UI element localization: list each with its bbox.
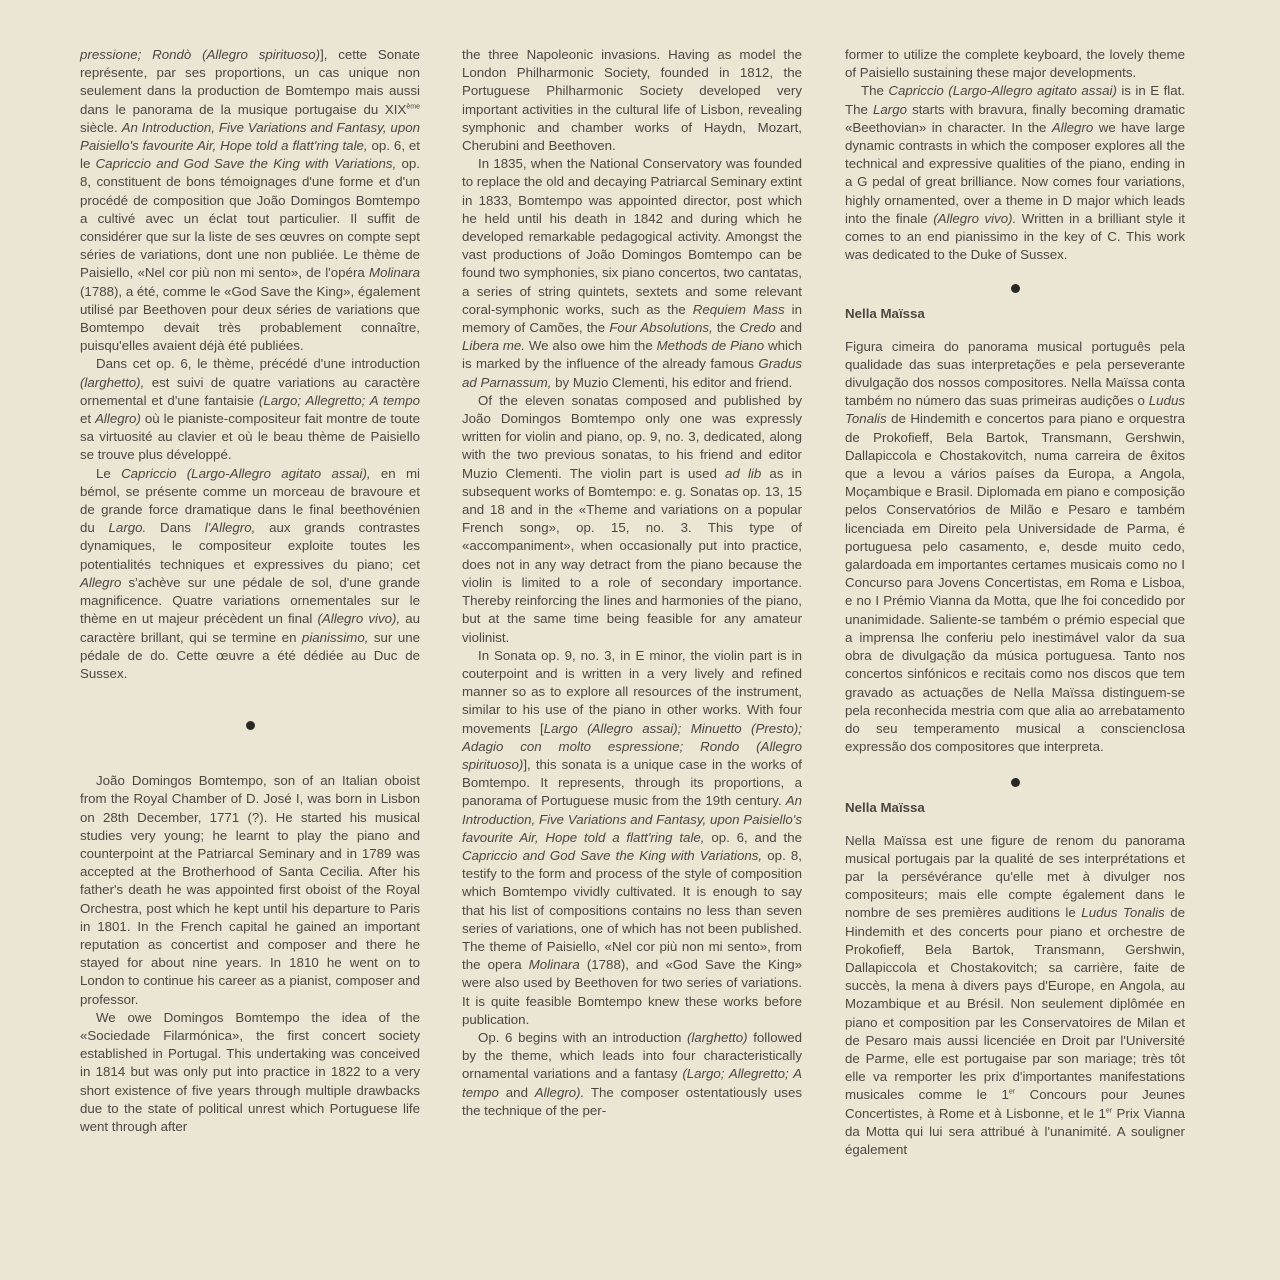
heading-nella-maissa-fr: Nella Maïssa	[845, 800, 925, 816]
paragraph-en-society: We owe Domingos Bomtempo the idea of the «Sociedade Filarmónica», the first concert society established in Portugal. This undertaking was conceived in 1814 but was only put into practice in 1822 to a very short existence of five years through multiple drawbacks due to the state of political unrest which Portuguese life went through after	[80, 1009, 420, 1134]
paragraph-en-op9: In Sonata op. 9, no. 3, in E minor, the violin part is in couterpoint and is written in a very lively and refined manner so as to explore all resources of the instrument, similar to his use of the piano in other works. With four movements [Largo (Allegro assai); Minuetto (Presto); Adagio con molto espressione; Rondo (Allegro spirituoso)], this sonata is a unique case in the works of Bomtempo. It represents, through its proportions, a panorama of Portuguese music from the 19th century. An Introduction, Five Variations and Fantasy, upon Paisiello's favourite Air, Hope told a flatt'ring tale, op. 6, and the Capriccio and God Save the King with Variations, op. 8, testify to the form and process of the style of composition which Bomtempo vividly cultivated. It is enough to say that his list of compositions contains no less than seven series of variations, one of which has not been published. The theme of Paisiello, «Nel cor più non mi sento», from the opera Molinara (1788), and «God Save the King» were also used by Beethoven for two series of variations. It is quite feasible Bomtempo knew these works before publication.	[462, 647, 803, 1027]
paragraph-en-continued: the three Napoleonic invasions. Having as model the London Philharmonic Society, founded in 1812, the Portuguese Philharmonic Society developed very important activities in the cultural life of Lisbon, revealing symphonic and chamber works of Haydn, Mozart, Cherubini and Beethoven.	[462, 47, 802, 154]
paragraph-fr-op6: Dans cet op. 6, le thème, précédé d'une introduction (larghetto), est suivi de quatre variations au caractère ornemental et d'une fantaisie (Largo; Allegretto; A tempo et Allegro) où le pianiste-compositeur fait montre de toute sa virtuosité au clavier et où le beau thème de Paisiello se trouve plus développé.	[80, 356, 420, 463]
paragraph-fr-capriccio: Le Capriccio (Largo-Allegro agitato assai), en mi bémol, se présente comme un morceau de bravoure et de grande force dramatique dans le final beethovénien du Largo. Dans l'Allegro, aux grands contrastes dynamiques, le compositeur exploite toutes les potentialités techniques et expressives du piano; cet Allegro s'achève sur une pédale de sol, d'une grande magnificence. Quatre variations ornementales sur le thème en ut majeur précèdent un final (Allegro vivo), au caractère brillant, qui se termine en pianissimo, sur une pédale de do. Cette œuvre a été dédiée au Duc de Sussex.	[80, 465, 421, 681]
paragraph-fr-continued: pressione; Rondò (Allegro spirituoso)], cette Sonate représente, par ses proportions, un cas unique non seulement dans la production de Bomtempo mais aussi dans le panorama de la musique portugaise du XIXème siècle. An Introduction, Five Variations and Fantasy, upon Paisiello's favourite Air, Hope told a flatt'ring tale, op. 6, et le Capriccio and God Save the King with Variations, op. 8, constituent de bons témoignages d'une forme et d'un procédé de composition que João Domingos Bomtempo a cultivé avec un éclat tout particulier. Il suffit de considérer que sur la liste de ses œuvres on compte sept séries de variations, dont une non publiée. Le thème de Paisiello, «Nel cor più non mi sento», de l'opéra Molinara (1788), a été, comme le «God Save the King», également utilisé par Beethoven pour deux séries de variations que Bomtempo devait très probablement connaître, puisqu'elles avaient déjà été publiées.	[80, 47, 421, 354]
paragraph-en-capriccio: The Capriccio (Largo-Allegro agitato assai) is in E flat. The Largo starts with bravura, finally becoming dramatic «Beethovian» in character. In the Allegro we have large dynamic contrasts in which the composer explores all the technical and expressive qualities of the piano, ending in a G pedal of great brilliance. Now comes four variations, highly ornamented, over a theme in D major which leads into the finale (Allegro vivo). Written in a brilliant style it comes to an end pianissimo in the key of C. This work was dedicated to the Duke of Sussex.	[845, 83, 1186, 263]
section-bullet	[246, 721, 255, 730]
heading-nella-maissa-pt: Nella Maïssa	[845, 306, 925, 322]
paragraph-pt-biography: Figura cimeira do panorama musical português pela qualidade das suas interpretações e pela perseverante divulgação dos nossos compositores. Nella Maïssa conta também no número das suas primeiras audições o Ludus Tonalis de Hindemith e concertos para piano e orquestra de Prokofieff, Bela Bartok, Transmann, Gershwin, Dallapiccola e Chostakovitch, numa carreira de êxitos que a levou a vários países da Europa, a Angola, Moçambique e Brasil. Diplomada em piano e composição pelos Conservatórios de Milão e Pesaro e também licenciada em Direito pela Universidade de Parma, é portuguesa pelo casamento, e, desde muito cedo, galardoada em importantes certames musicais como no I Concurso para Jovens Concertistas, em Roma e Lisboa, e no I Prémio Vianna da Motta, que lhe foi concedido por unanimidade. Saliente-se também o prémio especial que a imprensa lhe conferiu pelo inestimável valor da sua obra de divulgação da música portuguesa. Tanto nos concertos sinfónicos e recitais como nos discos que tem gravado as actuações de Nella Maïssa distinguem-se pela reconhecida mestria com que alia ao arrebatamento do seu temperamento musical a consciencIosa expressão dos compositores que interpreta.	[845, 338, 1185, 755]
section-bullet	[1011, 778, 1020, 787]
paragraph-en-continued: former to utilize the complete keyboard, the lovely theme of Paisiello sustaining these major developments.	[845, 47, 1185, 81]
section-bullet	[1011, 284, 1020, 293]
column-2	[462, 46, 802, 1120]
paragraph-en-conservatory: In 1835, when the National Conservatory was founded to replace the old and decaying Patriarcal Seminary extint in 1833, Bomtempo was appointed director, post which he held until his death in 1842 and during which he developed remarkable pedagogical activity. Amongst the vast productions of João Domingos Bomtempo can be found two symphonies, six piano concertos, two cantatas, a series of string quintets, sextets and some relevant coral-symphonic works, such as the Requiem Mass in memory of Camões, the Four Absolutions, the Credo and Libera me. We also owe him the Methods de Piano which is marked by the influence of the already famous Gradus ad Parnassum, by Muzio Clementi, his editor and friend.	[462, 156, 803, 390]
column-3	[845, 46, 1185, 1159]
column-1	[80, 46, 420, 1136]
paragraph-en-sonatas: Of the eleven sonatas composed and published by João Domingos Bomtempo only one was expressly written for violin and piano, op. 9, no. 3, dedicated, along with the two previous sonatas, to his friend and editor Muzio Clementi. The violin part is used ad lib as in subsequent works of Bomtempo: e. g. Sonatas op. 13, 15 and 18 and in the «Theme and variations on a popular French song», op. 15, no. 3. This type of «accompaniment», when occasionally put into practice, does not in any way detract from the piano because the violin is limited to a role of secondary importance. Thereby reinforcing the lines and harmonies of the piano, but at the same time being feasible for any amateur violinist.	[462, 392, 802, 645]
paragraph-en-biography: João Domingos Bomtempo, son of an Italian oboist from the Royal Chamber of D. José I, was born in Lisbon on 28th December, 1771 (?). He started his musical studies very young; he learnt to play the piano and counterpoint at the Patriarcal Seminary and in 1789 was accepted at the Brotherhood of Santa Cecilia. After his father's death he was appointed first oboist of the Royal Orchestra, post which he kept until his departure to Paris in 1801. In the French capital he gained an important reputation as concertist and composer and there he stayed for about nine years. In 1810 he went on to London to continue his career as a pianist, composer and professor.	[80, 773, 420, 1007]
paragraph-en-op6: Op. 6 begins with an introduction (larghetto) followed by the theme, which leads into four characteristically ornamental variations and a fantasy (Largo; Allegretto; A tempo and Allegro). The composer ostentatiously uses the technique of the per-	[462, 1029, 802, 1118]
paragraph-fr-biography: Nella Maïssa est une figure de renom du panorama musical portugais par la qualité de ses interprétations et par la persévérance qu'elle met à divulger nos compositeurs; mais elle compte également dans le nombre de ses premières auditions le Ludus Tonalis de Hindemith et des concerts pour piano et orchestre de Prokofieff, Bela Bartok, Transmann, Gershwin, Dallapiccola et Chostakovitch; sa carrière, faite de succès, la mena à divers pays d'Europe, en Angola, au Mozambique et au Brésil. Non seulement diplômée en piano et composition par les Conservatoires de Milan et de Pesaro mais aussi licenciée en Droit par l'Université de Parme, elle est portugaise par son mariage; très tôt elle va remporter les prix d'importantes manifestations musicales comme le 1er Concours pour Jeunes Concertistes, à Rome et à Lisbonne, et le 1er Prix Vianna da Motta qui lui sera attribué à l'unanimité. A souligner également	[845, 832, 1186, 1157]
